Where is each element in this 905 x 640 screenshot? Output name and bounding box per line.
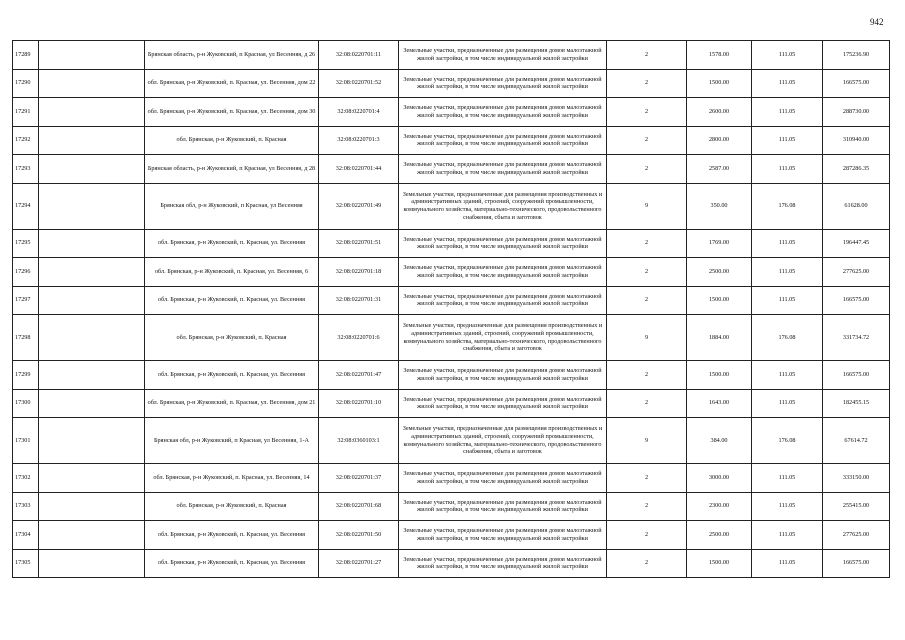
cadastral-number-cell: 32:08:0220701:44 [319,155,399,184]
address-cell: обл. Брянская, р-н Жуковский, п. Красная, ул. Весенняя, дом 22 [145,69,319,98]
area-cell: 1643.00 [687,389,752,418]
specific-value-cell: 111.05 [752,98,823,127]
cadastral-value-cell: 331734.72 [823,315,890,361]
row-number-cell: 17290 [13,69,39,98]
cadastral-number-cell: 32:08:0220701:4 [319,98,399,127]
use-group-cell: 2 [607,98,687,127]
row-number-cell: 17291 [13,98,39,127]
area-cell: 2800.00 [687,126,752,155]
cadastral-value-cell: 287286.35 [823,155,890,184]
land-use-cell: Земельные участки, предназначенные для размещения домов малоэтажной жилой застройки, в том числе индивидуальной жилой застройки [399,98,607,127]
cadastral-value-cell: 277625.00 [823,521,890,550]
specific-value-cell: 111.05 [752,41,823,70]
land-use-cell: Земельные участки, предназначенные для размещения производственных и административных зданий, строений, сооружений промышленности, коммунального хозяйства, материально-технического, продовольственного снабжения, сбыта и заготовок [399,315,607,361]
cadastral-number-cell: 32:08:0220701:68 [319,492,399,521]
area-cell: 1884.00 [687,315,752,361]
blank-cell [39,183,145,229]
specific-value-cell: 111.05 [752,464,823,493]
cadastral-value-cell: 277625.00 [823,258,890,287]
table-row [13,98,890,127]
specific-value-cell: 111.05 [752,155,823,184]
blank-cell [39,258,145,287]
area-cell: 2587.00 [687,155,752,184]
table-row [13,492,890,521]
address-cell: обл. Брянская, р-н Жуковский, п. Красная [145,126,319,155]
cadastral-number-cell: 32:08:0220701:49 [319,183,399,229]
cadastral-number-cell: 32:08:0220701:6 [319,315,399,361]
land-use-cell: Земельные участки, предназначенные для размещения домов малоэтажной жилой застройки, в том числе индивидуальной жилой застройки [399,229,607,258]
row-number-cell: 17300 [13,389,39,418]
specific-value-cell: 176.08 [752,418,823,464]
area-cell: 384.00 [687,418,752,464]
table-row [13,389,890,418]
cadastral-number-cell: 32:08:0220701:52 [319,69,399,98]
land-use-cell: Земельные участки, предназначенные для размещения домов малоэтажной жилой застройки, в том числе индивидуальной жилой застройки [399,389,607,418]
blank-cell [39,286,145,315]
row-number-cell: 17303 [13,492,39,521]
address-cell: обл. Брянская, р-н Жуковский, п. Красная, ул. Весенняя [145,286,319,315]
land-use-cell: Земельные участки, предназначенные для размещения производственных и административных зданий, строений, сооружений промышленности, коммунального хозяйства, материально-технического, продовольственного снабжения, сбыта и заготовок [399,418,607,464]
blank-cell [39,41,145,70]
cadastral-value-cell: 166575.00 [823,69,890,98]
specific-value-cell: 176.08 [752,183,823,229]
land-use-cell: Земельные участки, предназначенные для размещения домов малоэтажной жилой застройки, в том числе индивидуальной жилой застройки [399,155,607,184]
table-row [13,41,890,70]
cadastral-number-cell: 32:08:0220701:10 [319,389,399,418]
area-cell: 1500.00 [687,286,752,315]
specific-value-cell: 111.05 [752,521,823,550]
use-group-cell: 2 [607,258,687,287]
cadastral-number-cell: 32:08:0220701:37 [319,464,399,493]
table-row [13,464,890,493]
address-cell: обл. Брянская, р-н Жуковский, п. Красная [145,315,319,361]
table-row [13,315,890,361]
table-row [13,69,890,98]
cadastral-value-cell: 166575.00 [823,549,890,578]
area-cell: 350.00 [687,183,752,229]
blank-cell [39,361,145,390]
cadastral-value-cell: 166575.00 [823,361,890,390]
table-row [13,229,890,258]
address-cell: обл. Брянская, р-н Жуковский, п. Красная, ул. Весенняя [145,549,319,578]
cadastral-value-cell: 182455.15 [823,389,890,418]
area-cell: 1769.00 [687,229,752,258]
area-cell: 2500.00 [687,258,752,287]
cadastral-number-cell: 32:08:0220701:51 [319,229,399,258]
blank-cell [39,521,145,550]
use-group-cell: 9 [607,315,687,361]
address-cell: обл. Брянская, р-н Жуковский, п. Красная [145,492,319,521]
land-use-cell: Земельные участки, предназначенные для размещения домов малоэтажной жилой застройки, в том числе индивидуальной жилой застройки [399,258,607,287]
row-number-cell: 17305 [13,549,39,578]
land-use-cell: Земельные участки, предназначенные для размещения домов малоэтажной жилой застройки, в том числе индивидуальной жилой застройки [399,41,607,70]
table-row [13,258,890,287]
cadastral-value-cell: 333150.00 [823,464,890,493]
area-cell: 1500.00 [687,361,752,390]
use-group-cell: 2 [607,389,687,418]
blank-cell [39,389,145,418]
blank-cell [39,315,145,361]
cadastral-value-table [12,40,890,578]
table-row [13,126,890,155]
use-group-cell: 2 [607,286,687,315]
address-cell: Брянская обл, р-н Жуковский, п Красная, ул Весенняя, 1-А [145,418,319,464]
land-use-cell: Земельные участки, предназначенные для размещения домов малоэтажной жилой застройки, в том числе индивидуальной жилой застройки [399,69,607,98]
use-group-cell: 2 [607,464,687,493]
row-number-cell: 17297 [13,286,39,315]
cadastral-value-cell: 67614.72 [823,418,890,464]
use-group-cell: 9 [607,418,687,464]
area-cell: 1578.00 [687,41,752,70]
area-cell: 3000.00 [687,464,752,493]
blank-cell [39,126,145,155]
blank-cell [39,229,145,258]
table-row [13,183,890,229]
cadastral-number-cell: 32:08:0220701:50 [319,521,399,550]
address-cell: обл. Брянская, р-н Жуковский, п. Красная, ул. Весенняя [145,229,319,258]
cadastral-number-cell: 32:08:0220701:27 [319,549,399,578]
row-number-cell: 17299 [13,361,39,390]
land-use-cell: Земельные участки, предназначенные для размещения домов малоэтажной жилой застройки, в том числе индивидуальной жилой застройки [399,286,607,315]
page-number: 942 [870,17,884,27]
use-group-cell: 2 [607,69,687,98]
address-cell: Брянская обл, р-н Жуковский, п Красная, ул Весенняя [145,183,319,229]
row-number-cell: 17289 [13,41,39,70]
use-group-cell: 2 [607,41,687,70]
area-cell: 1500.00 [687,69,752,98]
specific-value-cell: 111.05 [752,69,823,98]
cadastral-number-cell: 32:08:0220701:47 [319,361,399,390]
blank-cell [39,464,145,493]
address-cell: обл. Брянская, р-н Жуковский, п. Красная, ул. Весенняя, 14 [145,464,319,493]
land-use-cell: Земельные участки, предназначенные для размещения домов малоэтажной жилой застройки, в том числе индивидуальной жилой застройки [399,492,607,521]
cadastral-value-cell: 255415.00 [823,492,890,521]
cadastral-number-cell: 32:08:0220701:3 [319,126,399,155]
cadastral-value-cell: 61628.00 [823,183,890,229]
table-row [13,521,890,550]
table-row [13,286,890,315]
blank-cell [39,549,145,578]
address-cell: Брянская область, р-н Жуковский, п Красная, ул Весенняя, д 28 [145,155,319,184]
use-group-cell: 2 [607,126,687,155]
area-cell: 2500.00 [687,521,752,550]
use-group-cell: 9 [607,183,687,229]
row-number-cell: 17296 [13,258,39,287]
area-cell: 2300.00 [687,492,752,521]
specific-value-cell: 111.05 [752,492,823,521]
specific-value-cell: 111.05 [752,258,823,287]
cadastral-number-cell: 32:08:0220701:31 [319,286,399,315]
cadastral-value-cell: 166575.00 [823,286,890,315]
specific-value-cell: 111.05 [752,229,823,258]
table-row [13,418,890,464]
address-cell: Брянская область, р-н Жуковский, п Красная, ул Весенняя, д 26 [145,41,319,70]
row-number-cell: 17298 [13,315,39,361]
cadastral-value-cell: 288730.00 [823,98,890,127]
blank-cell [39,492,145,521]
cadastral-number-cell: 32:08:0220701:11 [319,41,399,70]
use-group-cell: 2 [607,549,687,578]
use-group-cell: 2 [607,521,687,550]
specific-value-cell: 111.05 [752,549,823,578]
row-number-cell: 17293 [13,155,39,184]
blank-cell [39,418,145,464]
specific-value-cell: 111.05 [752,389,823,418]
row-number-cell: 17302 [13,464,39,493]
land-use-cell: Земельные участки, предназначенные для размещения домов малоэтажной жилой застройки, в том числе индивидуальной жилой застройки [399,361,607,390]
table-row [13,549,890,578]
area-cell: 1500.00 [687,549,752,578]
row-number-cell: 17301 [13,418,39,464]
row-number-cell: 17304 [13,521,39,550]
row-number-cell: 17292 [13,126,39,155]
row-number-cell: 17294 [13,183,39,229]
address-cell: обл. Брянская, р-н Жуковский, п. Красная, ул. Весенняя [145,361,319,390]
land-use-cell: Земельные участки, предназначенные для размещения домов малоэтажной жилой застройки, в том числе индивидуальной жилой застройки [399,521,607,550]
row-number-cell: 17295 [13,229,39,258]
table-row [13,155,890,184]
address-cell: обл. Брянская, р-н Жуковский, п. Красная, ул. Весенняя, 6 [145,258,319,287]
address-cell: обл. Брянская, р-н Жуковский, п. Красная, ул. Весенняя, дом 21 [145,389,319,418]
blank-cell [39,69,145,98]
use-group-cell: 2 [607,361,687,390]
cadastral-value-cell: 196447.45 [823,229,890,258]
use-group-cell: 2 [607,229,687,258]
cadastral-value-cell: 310940.00 [823,126,890,155]
land-use-cell: Земельные участки, предназначенные для размещения домов малоэтажной жилой застройки, в том числе индивидуальной жилой застройки [399,464,607,493]
land-use-cell: Земельные участки, предназначенные для размещения домов малоэтажной жилой застройки, в том числе индивидуальной жилой застройки [399,549,607,578]
area-cell: 2600.00 [687,98,752,127]
table-body [13,41,890,578]
specific-value-cell: 111.05 [752,361,823,390]
address-cell: обл. Брянская, р-н Жуковский, п. Красная, ул. Весенняя, дом 30 [145,98,319,127]
blank-cell [39,98,145,127]
specific-value-cell: 176.08 [752,315,823,361]
cadastral-number-cell: 32:08:0220701:18 [319,258,399,287]
specific-value-cell: 111.05 [752,286,823,315]
land-use-cell: Земельные участки, предназначенные для размещения производственных и административных зданий, строений, сооружений промышленности, коммунального хозяйства, материально-технического, продовольственного снабжения, сбыта и заготовок [399,183,607,229]
specific-value-cell: 111.05 [752,126,823,155]
cadastral-value-cell: 175236.90 [823,41,890,70]
table-row [13,361,890,390]
address-cell: обл. Брянская, р-н Жуковский, п. Красная, ул. Весенняя [145,521,319,550]
land-use-cell: Земельные участки, предназначенные для размещения домов малоэтажной жилой застройки, в том числе индивидуальной жилой застройки [399,126,607,155]
use-group-cell: 2 [607,492,687,521]
cadastral-number-cell: 32:08:0360103:1 [319,418,399,464]
use-group-cell: 2 [607,155,687,184]
blank-cell [39,155,145,184]
